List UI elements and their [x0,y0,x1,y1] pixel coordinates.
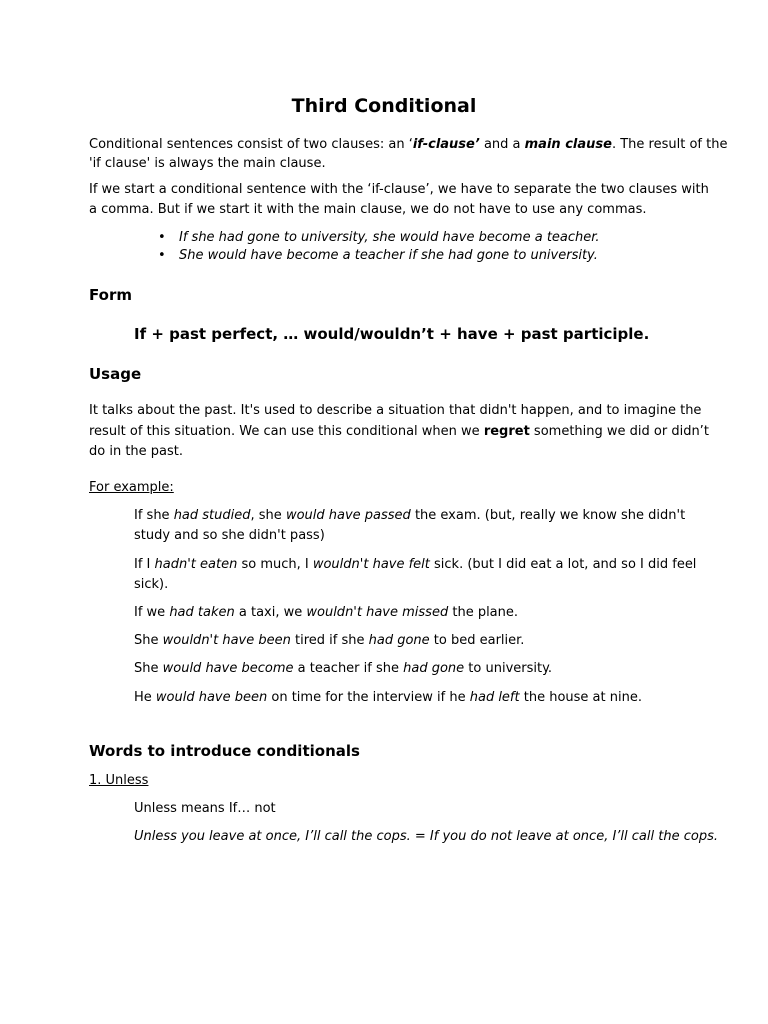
form-heading: Form [89,286,132,304]
text-run: and a [479,137,525,152]
example-4: She wouldn't have been tired if she had gone to bed earlier. [134,633,525,648]
if-clause-term: if-clause’ [412,137,480,152]
intro-paragraph-2-line-1: If we start a conditional sentence with the ‘if-clause’, we have to separate the two clauses with [89,182,709,197]
bullet-text: If she had gone to university, she would have become a teacher. [179,230,600,245]
intro-paragraph-1-line-1 [89,136,727,154]
text-run: result of this situation. We can use this conditional when we [89,424,484,439]
examples-label: For example: [89,480,174,495]
form-formula: If + past perfect, … would/wouldn’t + have + past participle. [134,325,650,343]
example-5: She would have become a teacher if she had gone to university. [134,661,553,676]
example-6: He would have been on time for the interview if he had left the house at nine. [134,690,642,705]
example-3: If we had taken a taxi, we wouldn't have missed the plane. [134,605,519,620]
usage-heading: Usage [89,365,142,383]
regret-term: regret [483,424,530,439]
bullet-example-2 [179,247,598,265]
example-2-line-2: sick). [134,577,169,592]
usage-line-3: do in the past. [89,444,184,459]
usage-line-1: It talks about the past. It's used to describe a situation that didn't happen, and to imagine the [89,403,702,418]
unless-meaning: Unless means If… not [134,801,276,816]
page-title: Third Conditional [291,95,477,117]
bullet-dot: • [158,248,166,263]
example-1-line-1: If she had studied, she would have passed the exam. (but, really we know she didn't [134,508,686,523]
words-heading: Words to introduce conditionals [89,742,360,760]
example-2-line-1: If I hadn't eaten so much, I wouldn't have felt sick. (but I did eat a lot, and so I did feel [134,557,697,572]
unless-label: 1. Unless [89,773,149,788]
bullet-text: She would have become a teacher if she had gone to university. [179,248,598,263]
text-run: something we did or didn’t [529,424,709,439]
bullet-example-1 [179,229,600,247]
usage-line-2 [89,423,709,441]
intro-paragraph-2-line-2: a comma. But if we start it with the main clause, we do not have to use any commas. [89,202,647,217]
text-run: Conditional sentences consist of two clauses: an ‘ [89,137,413,152]
example-1-line-2: study and so she didn't pass) [134,528,325,543]
bullet-dot: • [158,230,166,245]
unless-example-text: Unless you leave at once, I’ll call the cops. = If you do not leave at once, I’ll call the cops. [134,829,718,844]
text-run: . The result of the [611,137,728,152]
main-clause-term: main clause [524,137,612,152]
intro-paragraph-1-line-2: 'if clause' is always the main clause. [89,156,326,171]
unless-example [134,828,718,846]
